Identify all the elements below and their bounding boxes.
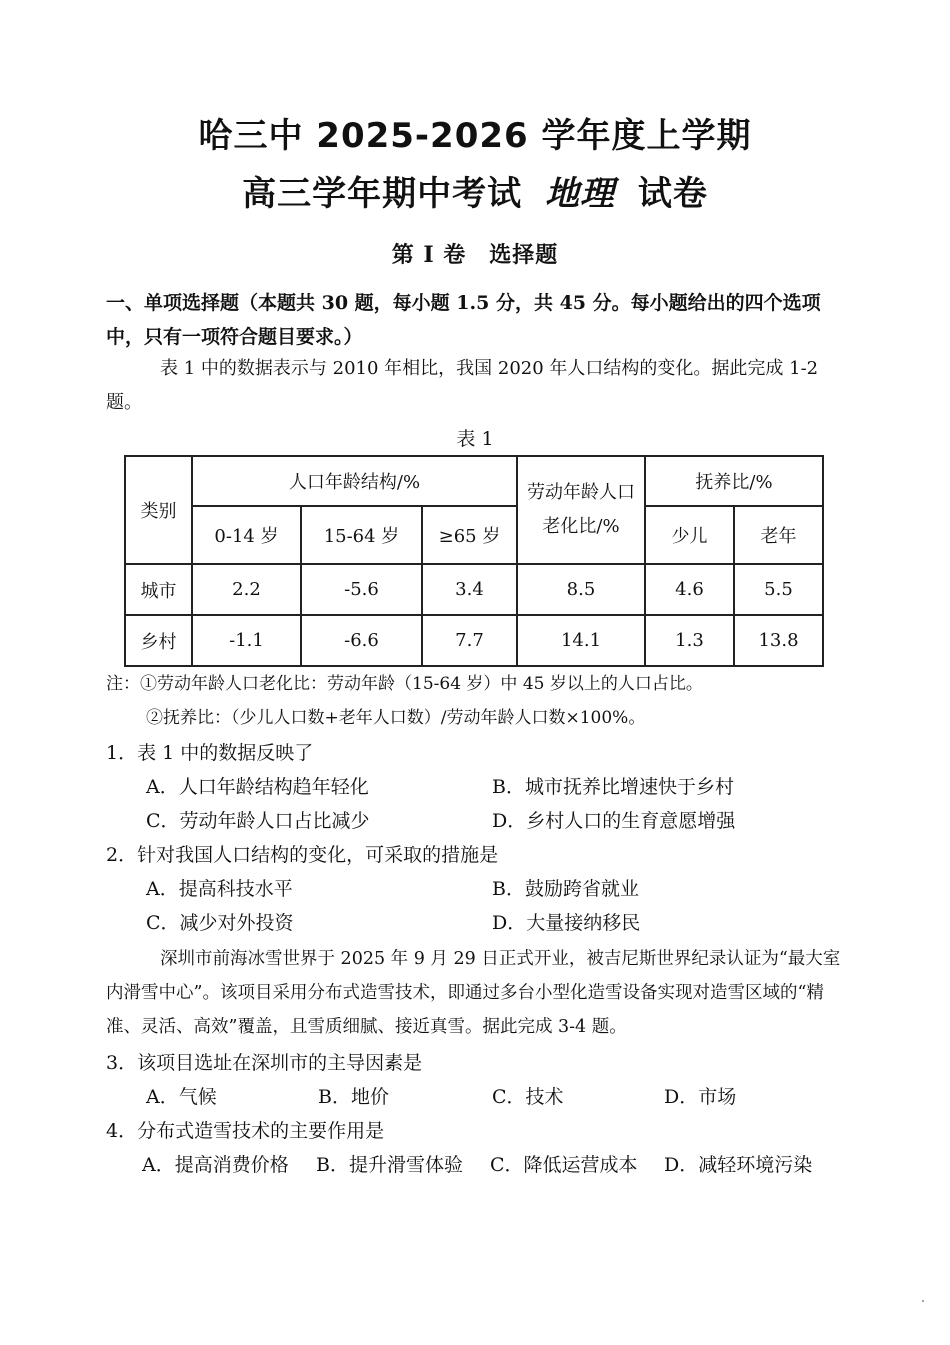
exam-title-pre: 高三学年期中考试 <box>242 174 523 214</box>
speck-decoration <box>922 1300 924 1302</box>
header-age-structure: 人口年龄结构/% <box>192 456 517 506</box>
table-cell: -6.6 <box>301 615 422 666</box>
question-4-option-c: C．降低运营成本 <box>490 1154 638 1176</box>
table-cell: 14.1 <box>517 615 645 666</box>
section-heading: 一、单项选择题（本题共 30 题，每小题 1.5 分，共 45 分。每小题给出的四个选项中，只有一项符合题目要求。） <box>106 292 821 348</box>
question-2-option-b: B．鼓励跨省就业 <box>492 878 639 900</box>
table-cell: -1.1 <box>192 615 301 666</box>
header-aging-ratio: 劳动年龄人口老化比/% <box>517 456 645 564</box>
question-3-option-d: D．市场 <box>664 1086 737 1108</box>
question-1-option-c: C．劳动年龄人口占比减少 <box>146 810 370 832</box>
question-2-option-d: D．大量接纳移民 <box>492 912 641 934</box>
table-row <box>125 564 823 615</box>
header-age-15-64: 15-64 岁 <box>301 506 422 564</box>
table-note-2: ②抚养比：（少儿人口数+老年人口数）/劳动年龄人口数×100%。 <box>146 708 646 728</box>
question-1-option-a: A．人口年龄结构趋年轻化 <box>146 776 369 798</box>
question-3-stem: 3．该项目选址在深圳市的主导因素是 <box>106 1052 423 1074</box>
question-3-option-c: C．技术 <box>492 1086 564 1108</box>
table-cell: 8.5 <box>517 564 645 615</box>
exam-title-post: 试卷 <box>637 174 708 214</box>
exam-title-line2 <box>0 166 950 215</box>
question-3-option-a: A．气候 <box>146 1086 217 1108</box>
row-label: 城市 <box>125 564 192 615</box>
question-2-option-c: C．减少对外投资 <box>146 912 294 934</box>
row-label: 乡村 <box>125 615 192 666</box>
table-cell: 7.7 <box>422 615 517 666</box>
header-age-0-14: 0-14 岁 <box>192 506 301 564</box>
question-4-option-a: A．提高消费价格 <box>142 1154 289 1176</box>
header-youth: 少儿 <box>645 506 734 564</box>
question-2-option-a: A．提高科技水平 <box>146 878 293 900</box>
header-age-65: ≥65 岁 <box>422 506 517 564</box>
question-4-option-b: B．提升滑雪体验 <box>316 1154 463 1176</box>
table-cell: 5.5 <box>734 564 823 615</box>
question-2-stem: 2．针对我国人口结构的变化，可采取的措施是 <box>106 844 499 866</box>
table-caption: 表 1 <box>456 428 494 450</box>
question-1-option-d: D．乡村人口的生育意愿增强 <box>492 810 736 832</box>
question-4-stem: 4．分布式造雪技术的主要作用是 <box>106 1120 385 1142</box>
question-4-option-d: D．减轻环境污染 <box>664 1154 813 1176</box>
exam-subject: 地理 <box>545 174 615 214</box>
table-cell: 2.2 <box>192 564 301 615</box>
volume-title: 第 I 卷 选择题 <box>391 242 559 268</box>
question-3-option-b: B．地价 <box>318 1086 389 1108</box>
table-note-1: 注：①劳动年龄人口老化比：劳动年龄（15-64 岁）中 45 岁以上的人口占比。 <box>106 674 703 694</box>
table-row <box>125 615 823 666</box>
table-cell: 13.8 <box>734 615 823 666</box>
exam-title-line1: 哈三中 2025-2026 学年度上学期 <box>198 116 752 156</box>
question-1-option-b: B．城市抚养比增速快于乡村 <box>492 776 734 798</box>
table-cell: -5.6 <box>301 564 422 615</box>
header-elderly: 老年 <box>734 506 823 564</box>
header-category: 类别 <box>125 456 192 564</box>
passage-2: 深圳市前海冰雪世界于 2025 年 9 月 29 日正式开业，被吉尼斯世界纪录认证为“最大室内滑雪中心”。该项目采用分布式造雪技术，即通过多台小型化造雪设备实现对造雪区域的“精准、灵活、高效”覆盖，且雪质细腻、接近真雪。据此完成 3-4 题。 <box>106 949 841 1037</box>
table-cell: 1.3 <box>645 615 734 666</box>
header-dependency: 抚养比/% <box>645 456 823 506</box>
section-intro: 表 1 中的数据表示与 2010 年相比，我国 2020 年人口结构的变化。据此完成 1-2 题。 <box>106 358 819 413</box>
question-1-stem: 1．表 1 中的数据反映了 <box>106 742 314 764</box>
table-cell: 4.6 <box>645 564 734 615</box>
population-table <box>124 455 824 667</box>
table-cell: 3.4 <box>422 564 517 615</box>
